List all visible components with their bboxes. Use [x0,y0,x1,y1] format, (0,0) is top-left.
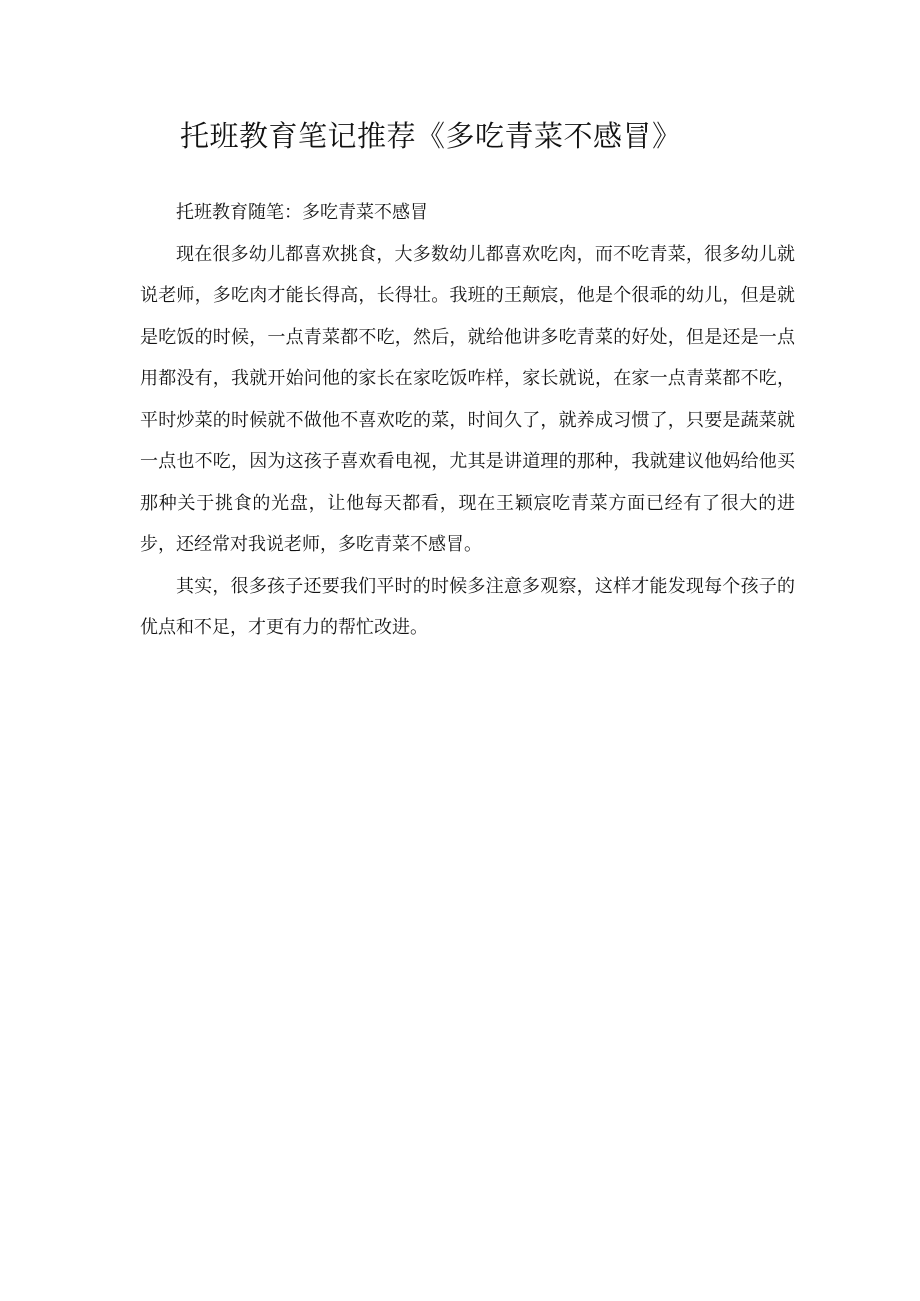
body-paragraph-2: 其实，很多孩子还要我们平时的时候多注意多观察，这样才能发现每个孩子的优点和不足，才更有力的帮忙改进。 [140,575,795,638]
subtitle-paragraph: 托班教育随笔：多吃青菜不感冒 [176,202,428,223]
document-body [140,192,795,649]
body-paragraph-1: 现在很多幼儿都喜欢挑食，大多数幼儿都喜欢吃肉，而不吃青菜，很多幼儿就说老师，多吃肉才能长得高，长得壮。我班的王颠宸，他是个很乖的幼儿，但是就是吃饭的时候，一点青菜都不吃，然后，就给他讲多吃青菜的好处，但是还是一点用都没有，我就开始问他的家长在家吃饭咋样，家长就说，在家一点青菜都不吃，平时炒菜的时候就不做他不喜欢吃的菜，时间久了，就养成习惯了，只要是蔬菜就一点也不吃，因为这孩子喜欢看电视，尤其是讲道理的那种，我就建议他妈给他买那种关于挑食的光盘，让他每天都看，现在王颖宸吃青菜方面已经有了很大的进步，还经常对我说老师，多吃青菜不感冒。 [140,243,795,555]
document-title: 托班教育笔记推荐《多吃青菜不感冒》 [180,119,682,153]
